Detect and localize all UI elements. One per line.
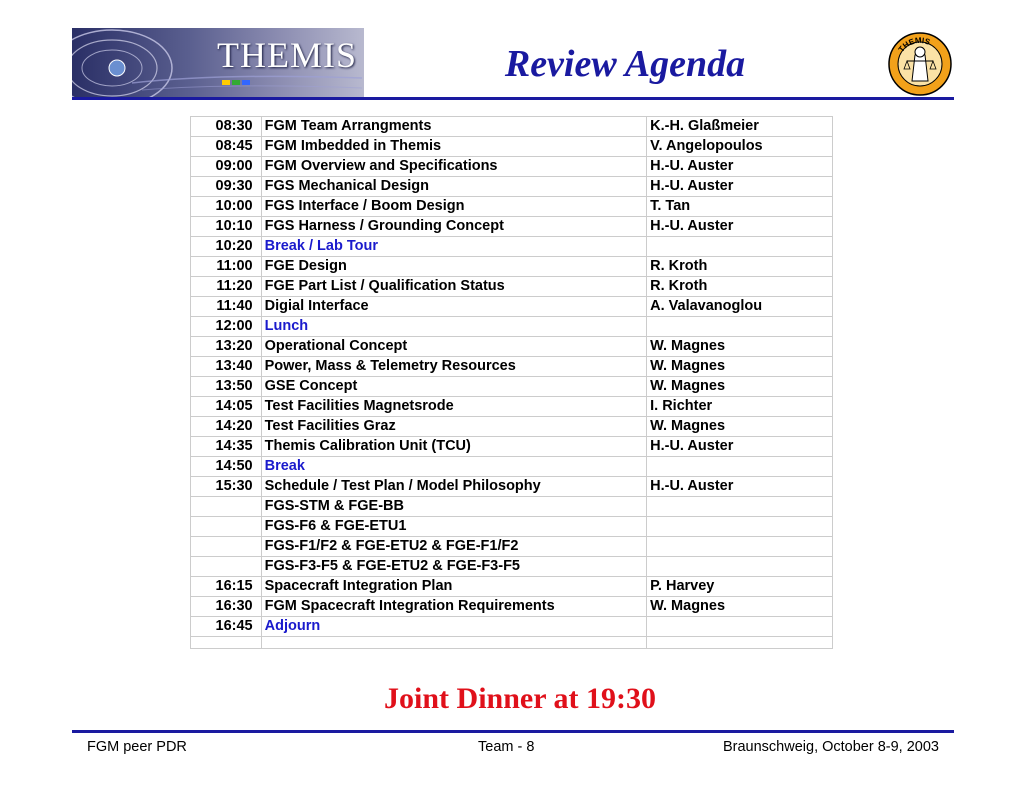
agenda-speaker: W. Magnes <box>647 377 833 397</box>
agenda-speaker: W. Magnes <box>647 417 833 437</box>
agenda-row <box>191 217 833 237</box>
agenda-speaker <box>647 237 833 257</box>
agenda-empty-cell <box>191 637 262 649</box>
agenda-item: Schedule / Test Plan / Model Philosophy <box>261 477 646 497</box>
agenda-time: 09:00 <box>191 157 262 177</box>
agenda-speaker: R. Kroth <box>647 277 833 297</box>
page-title: Review Agenda <box>504 43 746 85</box>
agenda-item: Test Facilities Magnetsrode <box>261 397 646 417</box>
agenda-speaker: P. Harvey <box>647 577 833 597</box>
agenda-row <box>191 257 833 277</box>
agenda-speaker <box>647 497 833 517</box>
agenda-time: 13:40 <box>191 357 262 377</box>
agenda-item: Digial Interface <box>261 297 646 317</box>
agenda-time: 13:50 <box>191 377 262 397</box>
agenda-time <box>191 557 262 577</box>
agenda-row <box>191 397 833 417</box>
agenda-row <box>191 137 833 157</box>
agenda-speaker: T. Tan <box>647 197 833 217</box>
agenda-time: 09:30 <box>191 177 262 197</box>
agenda-item: FGS Harness / Grounding Concept <box>261 217 646 237</box>
agenda-time: 08:30 <box>191 117 262 137</box>
agenda-speaker <box>647 457 833 477</box>
agenda-time <box>191 517 262 537</box>
agenda-speaker <box>647 537 833 557</box>
agenda-item: FGS-F3-F5 & FGE-ETU2 & FGE-F3-F5 <box>261 557 646 577</box>
agenda-row <box>191 297 833 317</box>
footer-divider <box>72 730 954 733</box>
agenda-item: FGE Design <box>261 257 646 277</box>
themis-emblem-icon <box>887 31 953 97</box>
agenda-speaker: H.-U. Auster <box>647 157 833 177</box>
agenda-item: Power, Mass & Telemetry Resources <box>261 357 646 377</box>
agenda-row <box>191 577 833 597</box>
agenda-item: FGM Overview and Specifications <box>261 157 646 177</box>
logo-text: THEMIS <box>217 35 357 75</box>
agenda-row <box>191 597 833 617</box>
agenda-time: 11:40 <box>191 297 262 317</box>
agenda-row <box>191 357 833 377</box>
agenda-row <box>191 377 833 397</box>
agenda-speaker: H.-U. Auster <box>647 437 833 457</box>
agenda-row <box>191 457 833 477</box>
agenda-time: 14:35 <box>191 437 262 457</box>
agenda-speaker: V. Angelopoulos <box>647 137 833 157</box>
agenda-row <box>191 317 833 337</box>
agenda-time: 10:00 <box>191 197 262 217</box>
agenda-row <box>191 117 833 137</box>
agenda-time <box>191 537 262 557</box>
agenda-time: 14:50 <box>191 457 262 477</box>
agenda-item: Break <box>261 457 646 477</box>
agenda-table <box>190 116 833 649</box>
agenda-row <box>191 477 833 497</box>
agenda-item: Break / Lab Tour <box>261 237 646 257</box>
agenda-speaker <box>647 617 833 637</box>
agenda-empty-cell <box>261 637 646 649</box>
agenda-item: FGS-F1/F2 & FGE-ETU2 & FGE-F1/F2 <box>261 537 646 557</box>
agenda-time: 16:30 <box>191 597 262 617</box>
agenda-row <box>191 497 833 517</box>
agenda-speaker: W. Magnes <box>647 597 833 617</box>
agenda-speaker: A. Valavanoglou <box>647 297 833 317</box>
agenda-row <box>191 177 833 197</box>
dinner-note: Joint Dinner at 19:30 <box>384 682 656 715</box>
agenda-speaker: W. Magnes <box>647 337 833 357</box>
agenda-speaker: R. Kroth <box>647 257 833 277</box>
emblem-text: THEMIS <box>896 35 932 54</box>
agenda-speaker: H.-U. Auster <box>647 217 833 237</box>
agenda-time: 14:20 <box>191 417 262 437</box>
agenda-time: 11:00 <box>191 257 262 277</box>
agenda-item: FGS Mechanical Design <box>261 177 646 197</box>
agenda-time: 16:45 <box>191 617 262 637</box>
agenda-speaker: I. Richter <box>647 397 833 417</box>
agenda-row <box>191 237 833 257</box>
agenda-time: 08:45 <box>191 137 262 157</box>
agenda-item: Operational Concept <box>261 337 646 357</box>
agenda-item: FGM Team Arrangments <box>261 117 646 137</box>
agenda-item: FGM Imbedded in Themis <box>261 137 646 157</box>
agenda-time: 15:30 <box>191 477 262 497</box>
agenda-time: 13:20 <box>191 337 262 357</box>
agenda-speaker <box>647 317 833 337</box>
agenda-time <box>191 497 262 517</box>
agenda-item: Themis Calibration Unit (TCU) <box>261 437 646 457</box>
agenda-row <box>191 337 833 357</box>
agenda-time: 10:20 <box>191 237 262 257</box>
agenda-speaker: K.-H. Glaßmeier <box>647 117 833 137</box>
agenda-row <box>191 437 833 457</box>
agenda-speaker: W. Magnes <box>647 357 833 377</box>
agenda-item: GSE Concept <box>261 377 646 397</box>
agenda-row <box>191 197 833 217</box>
agenda-row <box>191 277 833 297</box>
header-divider <box>72 97 954 100</box>
agenda-item: Lunch <box>261 317 646 337</box>
agenda-row <box>191 157 833 177</box>
agenda-item: FGM Spacecraft Integration Requirements <box>261 597 646 617</box>
agenda-speaker: H.-U. Auster <box>647 177 833 197</box>
agenda-item: FGS-F6 & FGE-ETU1 <box>261 517 646 537</box>
footer-page-number: Team - 8 <box>478 739 535 755</box>
agenda-empty-cell <box>647 637 833 649</box>
agenda-row <box>191 617 833 637</box>
agenda-speaker <box>647 517 833 537</box>
agenda-item: Adjourn <box>261 617 646 637</box>
agenda-item: FGS Interface / Boom Design <box>261 197 646 217</box>
footer-left: FGM peer PDR <box>87 739 187 755</box>
agenda-row <box>191 517 833 537</box>
agenda-time: 10:10 <box>191 217 262 237</box>
agenda-item: FGS-STM & FGE-BB <box>261 497 646 517</box>
agenda-speaker <box>647 557 833 577</box>
agenda-row <box>191 417 833 437</box>
agenda-item: FGE Part List / Qualification Status <box>261 277 646 297</box>
agenda-speaker: H.-U. Auster <box>647 477 833 497</box>
agenda-row <box>191 557 833 577</box>
agenda-time: 16:15 <box>191 577 262 597</box>
agenda-time: 14:05 <box>191 397 262 417</box>
agenda-item: Test Facilities Graz <box>261 417 646 437</box>
agenda-time: 12:00 <box>191 317 262 337</box>
agenda-row <box>191 537 833 557</box>
agenda-time: 11:20 <box>191 277 262 297</box>
agenda-item: Spacecraft Integration Plan <box>261 577 646 597</box>
agenda-empty-row <box>191 637 833 649</box>
footer-right: Braunschweig, October 8-9, 2003 <box>722 739 939 755</box>
